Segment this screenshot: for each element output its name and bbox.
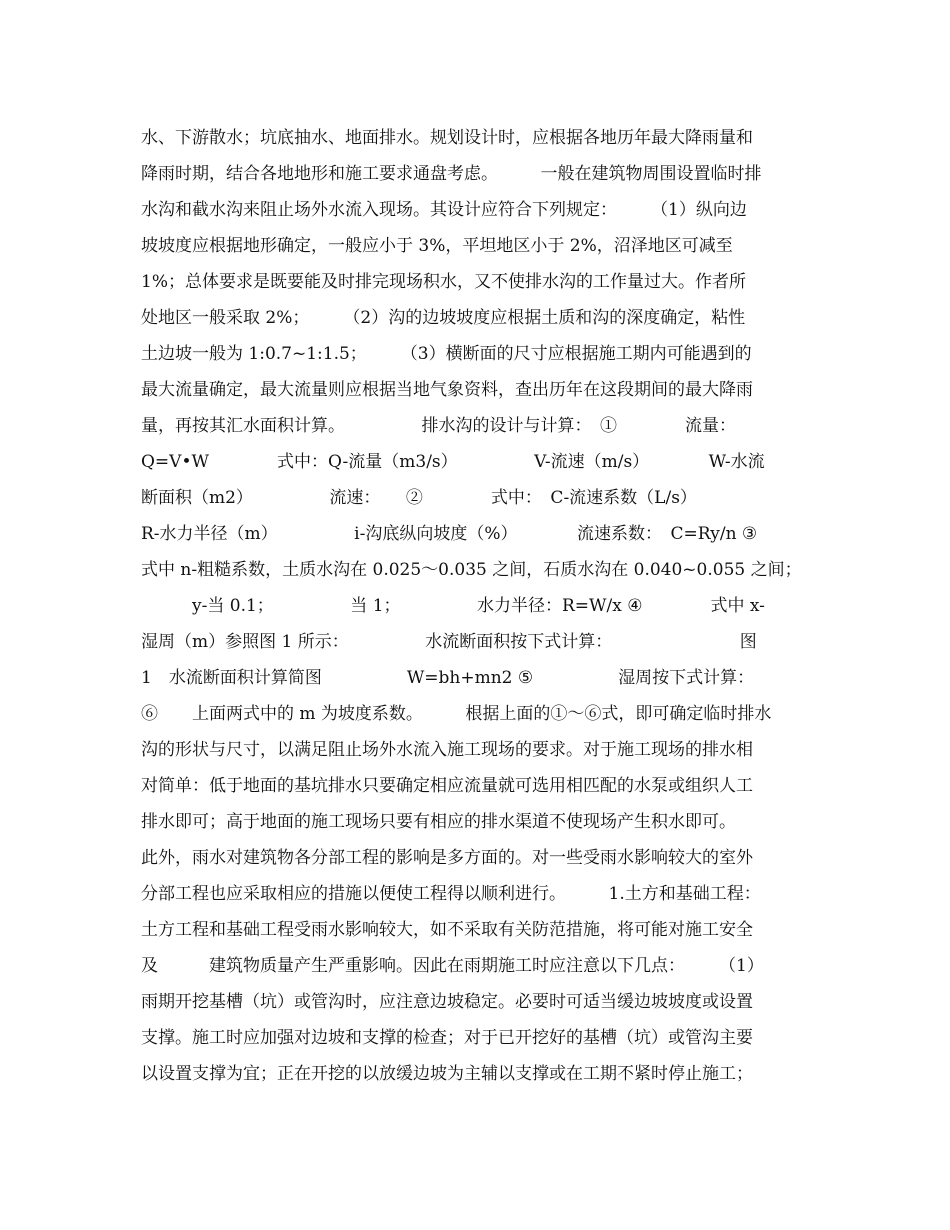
text-line: Q=V•W 式中：Q-流量（m3/s） V-流速（m/s） W-水流 bbox=[141, 452, 765, 472]
text-line: 以设置支撑为宜；正在开挖的以放缓边坡为主辅以支撑或在工期不紧时停止施工； bbox=[141, 1064, 753, 1084]
text-line: 雨期开挖基槽（坑）或管沟时，应注意边坡稳定。必要时可适当缓边坡坡度或设置 bbox=[141, 992, 753, 1012]
text-line: 处地区一般采取 2%； （2）沟的边坡坡度应根据土质和沟的深度确定，粘性 bbox=[141, 308, 746, 328]
text-line: 断面积（m2） 流速： ② 式中： C-流速系数（L/s） bbox=[141, 488, 697, 508]
text-line: 土边坡一般为 1:0.7~1:1.5； （3）横断面的尺寸应根据施工期内可能遇到的 bbox=[141, 344, 752, 364]
text-line: R-水力半径（m） i-沟底纵向坡度（%） 流速系数： C=Ry/n ③ bbox=[141, 524, 758, 544]
text-line: y-当 0.1； 当 1； 水力半径：R=W/x ④ 式中 x- bbox=[141, 596, 765, 616]
text-line: 土方工程和基础工程受雨水影响较大，如不采取有关防范措施，将可能对施工安全 bbox=[141, 920, 753, 940]
body-text bbox=[141, 120, 811, 1092]
text-line: 排水即可；高于地面的施工现场只要有相应的排水渠道不使现场产生积水即可。 bbox=[141, 812, 736, 832]
text-line: 分部工程也应采取相应的措施以便使工程得以顺利进行。 1.土方和基础工程： bbox=[141, 884, 761, 904]
text-line: 沟的形状与尺寸，以满足阻止场外水流入施工现场的要求。对于施工现场的排水相 bbox=[141, 740, 753, 760]
text-line: 水沟和截水沟来阻止场外水流入现场。其设计应符合下列规定： （1）纵向边 bbox=[141, 200, 747, 220]
text-line: 式中 n-粗糙系数，土质水沟在 0.025～0.035 之间，石质水沟在 0.040~0.055 之间； bbox=[141, 560, 802, 580]
text-line: 对简单：低于地面的基坑排水只要确定相应流量就可选用相匹配的水泵或组织人工 bbox=[141, 776, 753, 796]
text-line: 量，再按其汇水面积计算。 排水沟的设计与计算： ① 流量： bbox=[141, 416, 736, 436]
text-line: 水、下游散水；坑底抽水、地面排水。规划设计时，应根据各地历年最大降雨量和 bbox=[141, 128, 753, 148]
text-line: 1 水流断面积计算简图 W=bh+mn2 ⑤ 湿周按下式计算： bbox=[141, 668, 755, 688]
text-line: ⑥ 上面两式中的 m 为坡度系数。 根据上面的①～⑥式，即可确定临时排水 bbox=[141, 704, 772, 724]
text-line: 及 建筑物质量产生严重影响。因此在雨期施工时应注意以下几点： （1） bbox=[141, 956, 764, 976]
text-line: 坡坡度应根据地形确定，一般应小于 3%，平坦地区小于 2%，沼泽地区可减至 bbox=[141, 236, 733, 256]
text-line: 湿周（m）参照图 1 所示： 水流断面积按下式计算： 图 bbox=[141, 632, 757, 652]
text-line: 1%；总体要求是既要能及时排完现场积水，又不使排水沟的工作量过大。作者所 bbox=[141, 272, 746, 292]
text-line: 最大流量确定，最大流量则应根据当地气象资料，查出历年在这段期间的最大降雨 bbox=[141, 380, 753, 400]
text-line: 降雨时期，结合各地地形和施工要求通盘考虑。 一般在建筑物周围设置临时排 bbox=[141, 164, 762, 184]
text-line: 此外，雨水对建筑物各分部工程的影响是多方面的。对一些受雨水影响较大的室外 bbox=[141, 848, 753, 868]
text-line: 支撑。施工时应加强对边坡和支撑的检查；对于已开挖好的基槽（坑）或管沟主要 bbox=[141, 1028, 753, 1048]
